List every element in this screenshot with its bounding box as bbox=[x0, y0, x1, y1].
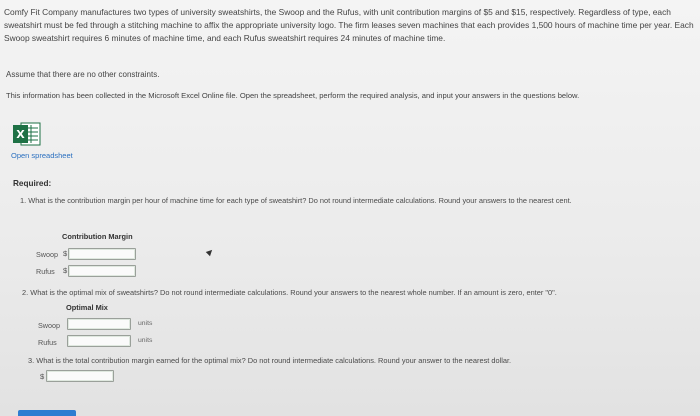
q1-swoop-dollar: $ bbox=[63, 249, 68, 258]
q2-swoop-unit: units bbox=[138, 320, 153, 327]
submit-bar[interactable] bbox=[18, 410, 76, 416]
required-heading: Required: bbox=[13, 179, 52, 188]
q1-swoop-label: Swoop bbox=[36, 250, 58, 259]
assumption-text: Assume that there are no other constraints. bbox=[6, 70, 160, 79]
question-1-text: 1. What is the contribution margin per hour of machine time for each type of sweatshirt? Do not round intermediate calculations. Round your answers to the nearest cent. bbox=[20, 196, 572, 205]
mouse-cursor-icon bbox=[206, 248, 214, 256]
question-3-text: 3. What is the total contribution margin earned for the optimal mix? Do not round intermediate calculations. Round your answer to the nearest dollar. bbox=[28, 356, 512, 365]
q2-rufus-unit: units bbox=[138, 337, 153, 344]
question-2-text: 2. What is the optimal mix of sweatshirts? Do not round intermediate calculations. Round your answers to the nearest whole number. If an amount is zero, enter "0". bbox=[22, 288, 557, 297]
q3-dollar: $ bbox=[40, 372, 45, 381]
q2-column-header: Optimal Mix bbox=[66, 303, 108, 312]
q2-swoop-label: Swoop bbox=[38, 321, 60, 330]
q3-total-input[interactable] bbox=[46, 370, 114, 382]
problem-description: Comfy Fit Company manufactures two types of university sweatshirts, the Swoop and the Rufus, with unit contribution margins of $5 and $15, respectively. Regardless of type, each sweatshirt must be fed through a stitching machine to affix the appropriate university logo. The firm leases seven machines that each provides 1,500 hours of machine time per year. Each Swoop sweatshirt requires 6 minutes of machine time, and each Rufus sweatshirt requires 24 minutes of machine time. bbox=[4, 7, 694, 43]
q1-rufus-input[interactable] bbox=[68, 265, 136, 277]
q1-swoop-input[interactable] bbox=[68, 248, 136, 260]
svg-text:X: X bbox=[16, 128, 25, 141]
q1-column-header: Contribution Margin bbox=[62, 232, 133, 241]
q2-rufus-label: Rufus bbox=[38, 338, 57, 347]
q2-swoop-input[interactable] bbox=[67, 318, 131, 330]
q2-rufus-input[interactable] bbox=[67, 335, 131, 347]
open-spreadsheet-link[interactable]: Open spreadsheet bbox=[11, 151, 73, 160]
spreadsheet-info-text: This information has been collected in the Microsoft Excel Online file. Open the spreadsheet, perform the required analysis, and input your answers in the questions below. bbox=[6, 91, 580, 100]
q1-rufus-dollar: $ bbox=[63, 266, 68, 275]
excel-icon[interactable] bbox=[12, 121, 42, 147]
q1-rufus-label: Rufus bbox=[36, 267, 55, 276]
